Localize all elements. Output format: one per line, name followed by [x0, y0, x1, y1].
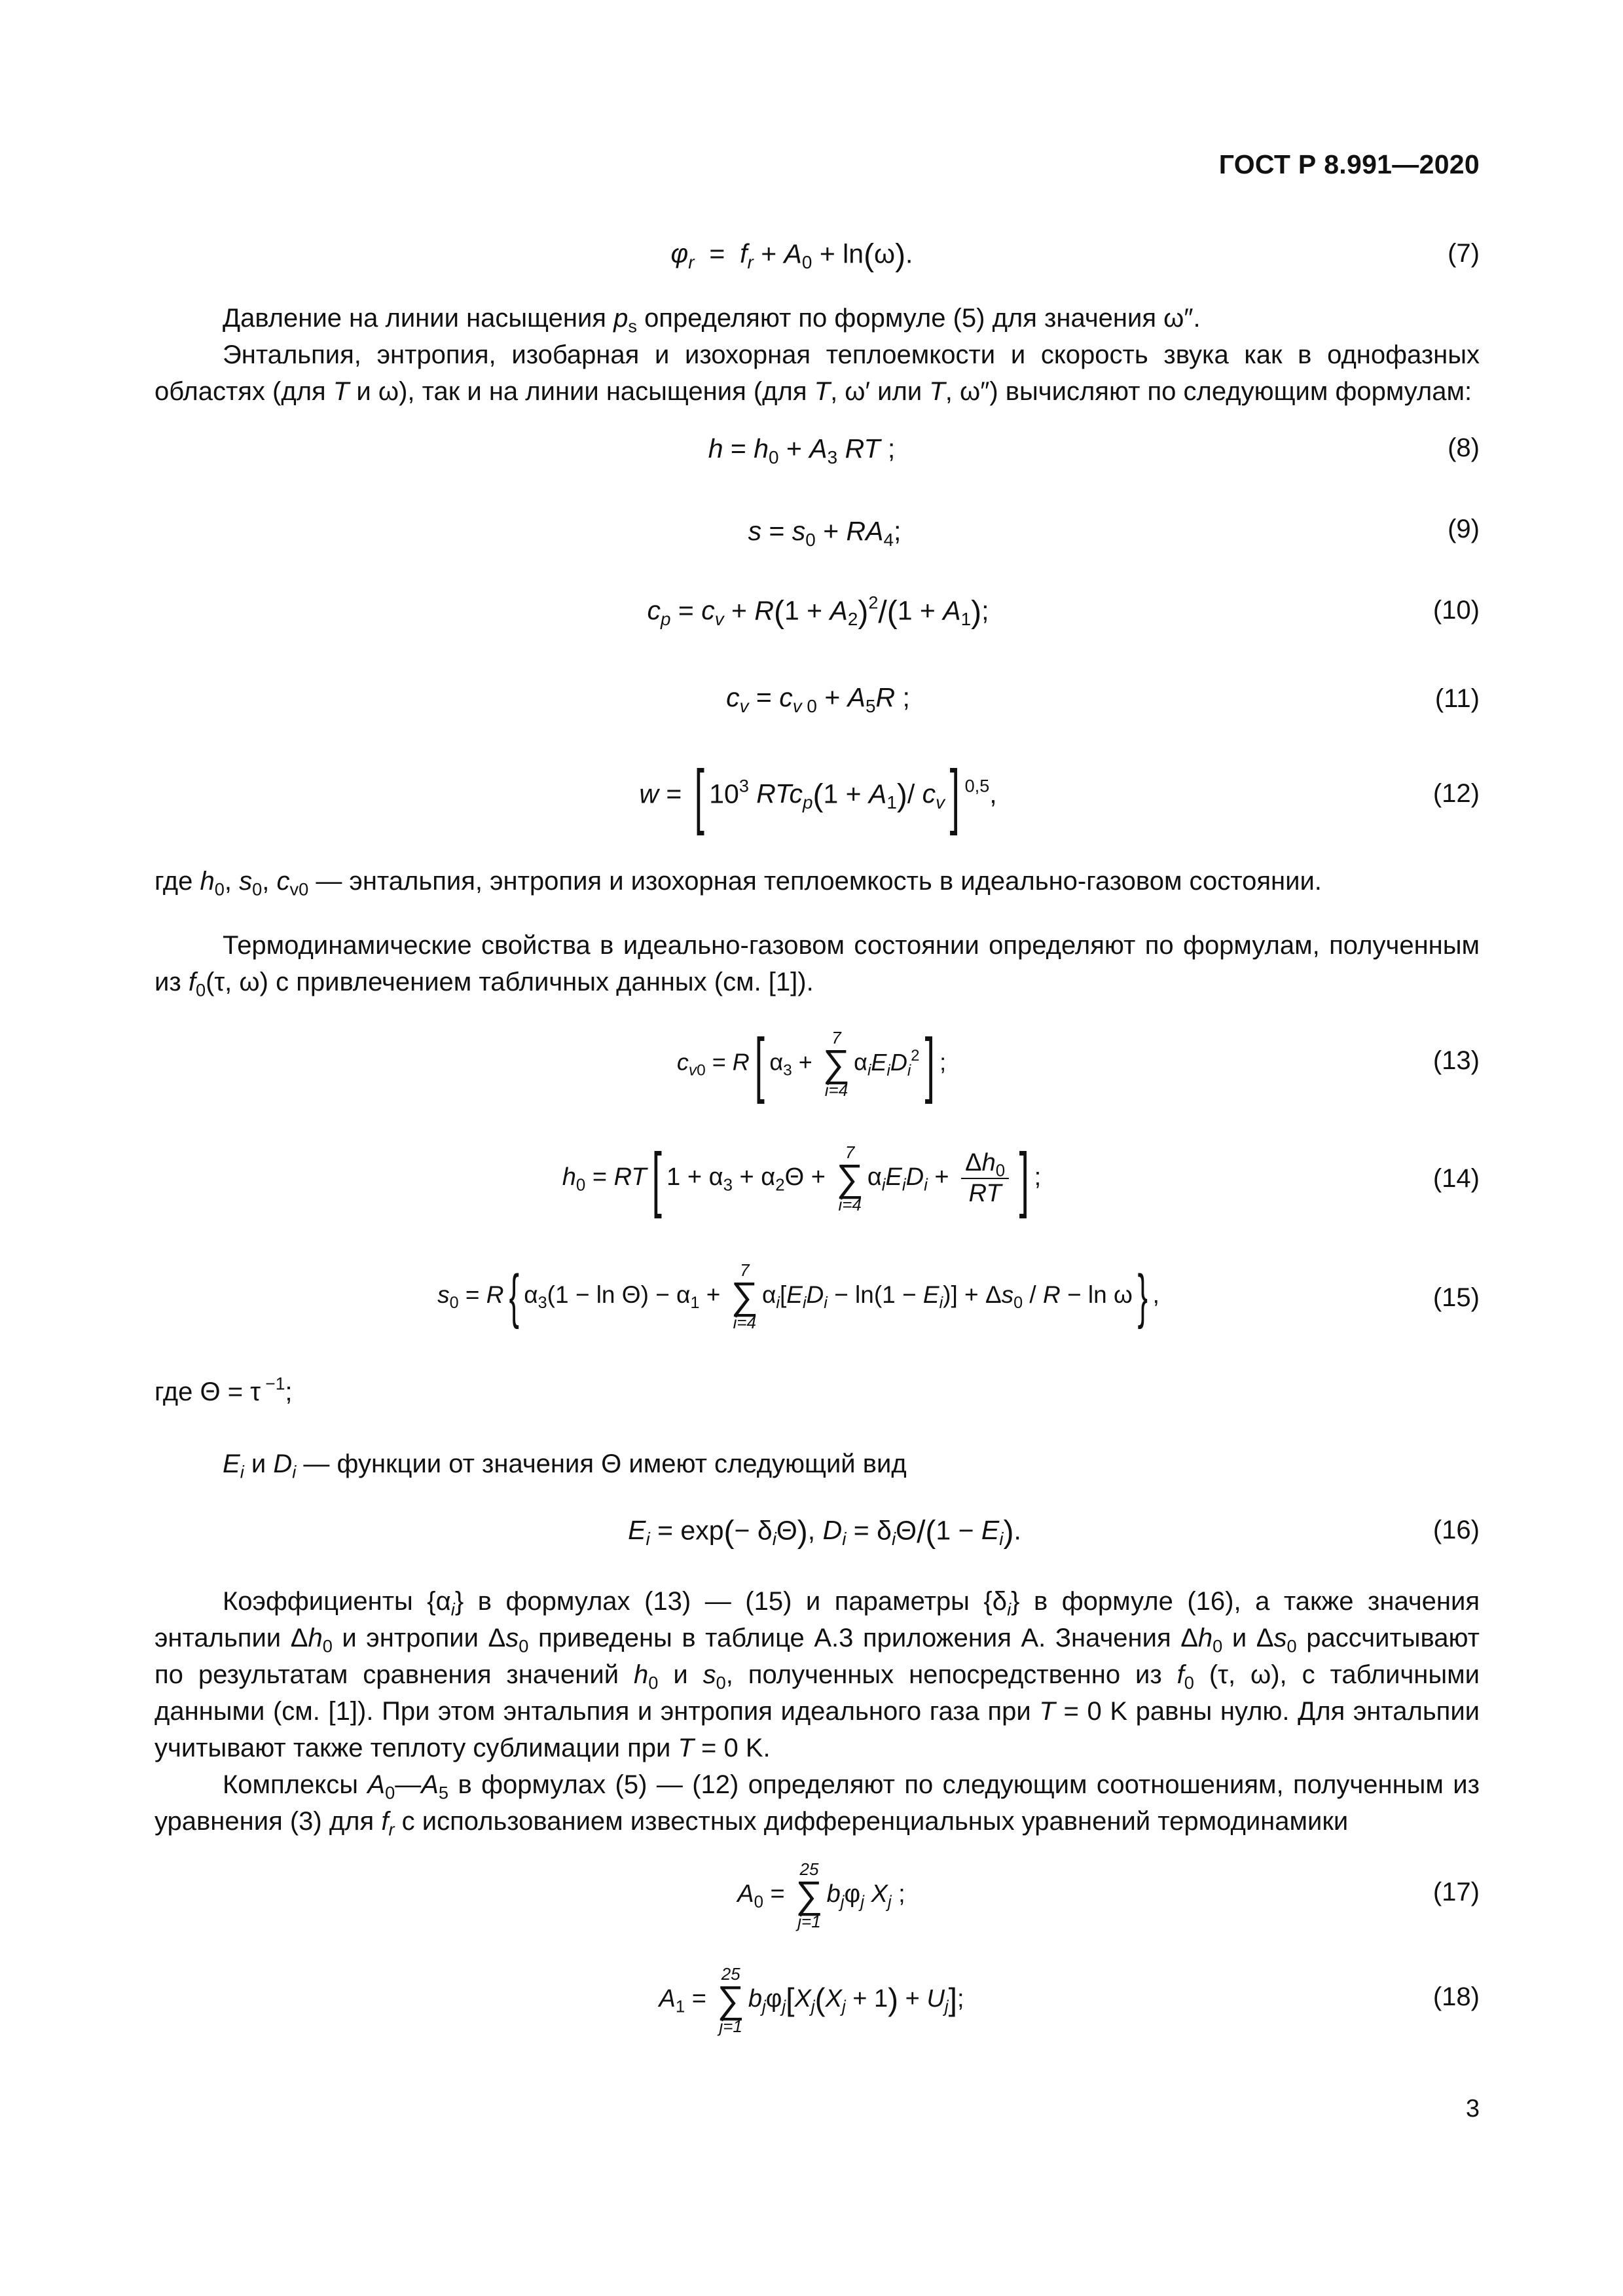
equation-number: (16) — [1432, 1516, 1480, 1544]
paragraph: $E_i$ и $D_i$ — функции от значения Θ имеют следующий вид — [223, 1449, 907, 1482]
equation-number: (7) — [1448, 239, 1480, 268]
equation-18: $A_1$ = 25 ∑ j=1 $b_j\varphi_j[X_j(X_j + 1) + U_j]$; — [659, 1964, 964, 2036]
equation-12: w = [ $10^3$ $RTc_p(1 + A_1)/$ $c_v$] $^{0,5}$, — [639, 755, 997, 836]
paragraph: Энтальпия, энтропия, изобарная и изохорная теплоемкости и скорость звука как в однофазных областях (для T и ω), так и на линии насыщения (для T, ω′ или T, ω″) вычисляют по следующим формулам: — [155, 340, 1480, 406]
equation-number: (13) — [1432, 1046, 1480, 1075]
equation-7: $\varphi_r = f_r + A_0 + \ln(\omega)$. — [670, 238, 913, 273]
paragraph: Давление на линии насыщения $p_s$ определяют по формуле (5) для значения ω″. — [223, 304, 1201, 337]
document-header: ГОСТ Р 8.991—2020 — [1218, 149, 1480, 179]
equation-number: (12) — [1432, 779, 1480, 808]
paragraph: Коэффициенты $\{\alpha_i\}$ в формулах (13) — (15) и параметры $\{\delta_i\}$ в формуле (16), а также значения энтальпии $\Delta h_0$ и энтропии $\Delta s_0$ приведены в таблице А.3 приложения А. Значения $\Delta h_0$ и $\Delta s_0$ рассчитывают по результатам сравнения значений $h_0$ и $s_0$, полученных непосредственно из $f_0$ (τ, ω), с табличными данными (см. [1]). При этом энтальпия и энтропия идеального газа при T = 0 K равны нулю. Для энтальпии учитывают также теплоту сублимации при T = 0 K. — [155, 1587, 1480, 1762]
page-number: 3 — [1465, 2095, 1480, 2123]
equation-11: $c_v = c_{v 0} + A_5R$ ; — [726, 682, 910, 716]
equation-number: (9) — [1448, 515, 1480, 543]
equation-14: $h_0 = RT$[ $1 + \alpha_3 + \alpha_2\Theta$ + 7 ∑ i=4 $\alpha_iE_iD_i$ + $\frac{\Delta h_0}{RT}$ ] ; — [562, 1138, 1042, 1219]
equation-number: (8) — [1448, 433, 1480, 462]
equation-number: (17) — [1432, 1878, 1480, 1906]
equation-16: $E_i = \exp(- \delta_i\Theta)$, $D_i = \delta_i\Theta/(1 - E_i)$. — [628, 1514, 1021, 1550]
equation-9: $s = s_0 + RA_4$; — [748, 515, 902, 550]
equation-number: (15) — [1432, 1283, 1480, 1312]
equation-15: $s_0 = R${ $\alpha_3(1 - \ln \Theta) - \alpha_1$ + 7 ∑ i=4 $\alpha_i[E_iD_i - \ln(1 - E_i)] + \Delta s_0 / R - \ln \omega$} , — [437, 1260, 1159, 1332]
equation-13: $c_{v0} = R$[ $\alpha_3$ + 7 ∑ i=4 $\alpha_iE_iD_i^2$] ; — [676, 1023, 947, 1104]
equation-8: $h = h_0 + A_3$ RT ; — [708, 433, 896, 467]
equation-number: (11) — [1434, 684, 1480, 713]
paragraph: где Θ = τ $^{-1}$; — [155, 1374, 293, 1406]
paragraph: где $h_0$, $s_0$, $c_{v0}$ — энтальпия, энтропия и изохорная теплоемкость в идеально-газовом состоянии. — [155, 867, 1322, 900]
equation-17: $A_0$ = 25 ∑ j=1 $b_j\varphi_j$ $X_j$ ; — [737, 1859, 905, 1931]
equation-number: (18) — [1432, 1982, 1480, 2011]
equation-10: $c_p = c_v + R(1 + A_2)^2/(1 + A_1)$; — [647, 592, 989, 630]
equation-number: (10) — [1432, 596, 1480, 625]
equation-number: (14) — [1432, 1164, 1480, 1193]
paragraph: Термодинамические свойства в идеально-газовом состоянии определяют по формулам, полученным из $f_0(\tau$, ω) с привлечением табличных данных (см. [1]). — [155, 931, 1480, 1000]
paragraph: Комплексы $A_0—A_5$ в формулах (5) — (12) определяют по следующим соотношениям, полученным из уравнения (3) для $f_r$ с использованием известных дифференциальных уравнений термодинамики — [155, 1770, 1480, 1840]
